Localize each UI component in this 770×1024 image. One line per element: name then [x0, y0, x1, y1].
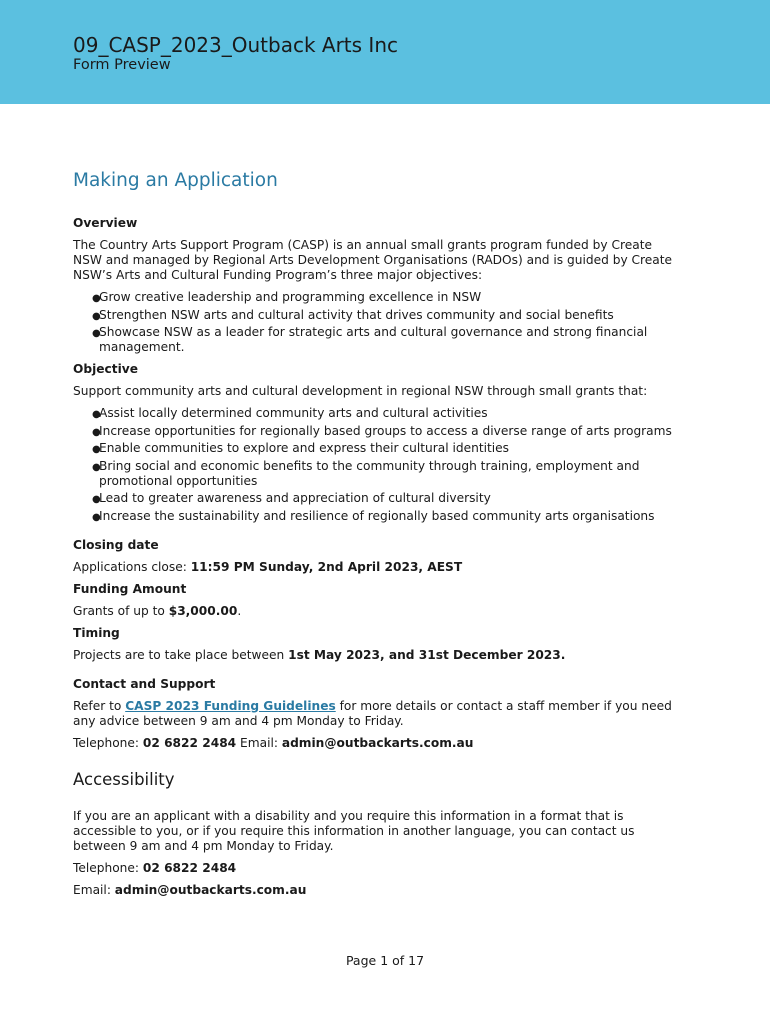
closing-date-label: Closing date — [73, 537, 159, 552]
list-item: ● Showcase NSW as a leader for strategic arts and cultural governance and strong financial management. — [92, 325, 648, 354]
closing-date-value: 11:59 PM Sunday, 2nd April 2023, AEST — [190, 559, 463, 574]
closing-date-text: Applications close: 11:59 PM Sunday, 2nd April 2023, AEST — [73, 559, 463, 574]
funding-amount-label: Funding Amount — [73, 581, 187, 596]
list-item: ● Strengthen NSW arts and cultural activity that drives community and social benefits — [92, 307, 614, 322]
list-item: ● Assist locally determined community arts and cultural activities — [92, 406, 488, 420]
timing-value: 1st May 2023, and 31st December 2023. — [288, 647, 566, 662]
form-title: 09_CASP_2023_Outback Arts Inc — [73, 33, 398, 57]
objective-list — [73, 406, 683, 524]
objective-text: Support community arts and cultural development in regional NSW through small grants that: — [73, 384, 648, 398]
timing-text: Projects are to take place between 1st May 2023, and 31st December 2023. — [73, 647, 566, 662]
contact-details: Telephone: 02 6822 2484 Email: admin@outbackarts.com.au — [73, 735, 474, 750]
contact-label: Contact and Support — [73, 676, 216, 691]
contact-text: Refer to CASP 2023 Funding Guidelines for more details or contact a staff member if you need any advice between 9 am and 4 pm Monday to Friday. — [73, 698, 672, 728]
accessibility-text: If you are an applicant with a disability and you require this information in a format that is accessible to you, or if you require this information in another language, you can contact us between 9 am and 4 pm Monday to Friday. — [73, 808, 635, 853]
header-banner — [0, 0, 770, 104]
section-heading: Making an Application — [73, 170, 278, 191]
accessibility-telephone: Telephone: 02 6822 2484 — [73, 860, 237, 875]
timing-label: Timing — [73, 625, 120, 640]
list-item: ● Lead to greater awareness and appreciation of cultural diversity — [92, 491, 491, 505]
telephone-value: 02 6822 2484 — [142, 735, 237, 750]
objective-label: Objective — [73, 362, 138, 376]
overview-text: The Country Arts Support Program (CASP) is an annual small grants program funded by Create NSW and managed by Regional Arts Development Organisations (RADOs) and is guided by Create NSW’s Arts and Cultural Funding Program’s three major objectives: — [73, 238, 673, 282]
overview-list — [73, 290, 683, 355]
page-number: Page 1 of 17 — [345, 953, 425, 968]
overview-label: Overview — [73, 216, 138, 230]
funding-amount-value: $3,000.00 — [168, 603, 238, 618]
form-subtitle: Form Preview — [73, 57, 171, 73]
email-value: admin@outbackarts.com.au — [281, 735, 474, 750]
list-item: ● Enable communities to explore and express their cultural identities — [92, 441, 510, 455]
accessibility-heading: Accessibility — [73, 769, 175, 789]
list-item: ● Bring social and economic benefits to the community through training, employment and promotional opportunities — [92, 458, 640, 488]
list-item: ● Increase the sustainability and resilience of regionally based community arts organisations — [92, 508, 655, 523]
main-content — [73, 168, 683, 905]
accessibility-email: Email: admin@outbackarts.com.au — [73, 882, 307, 897]
funding-guidelines-link[interactable]: CASP 2023 Funding Guidelines — [125, 698, 336, 713]
funding-amount-text: Grants of up to $3,000.00. — [73, 603, 242, 618]
list-item: ● Grow creative leadership and programming excellence in NSW — [92, 290, 482, 304]
list-item: ● Increase opportunities for regionally based groups to access a diverse range of arts programs — [92, 423, 672, 438]
